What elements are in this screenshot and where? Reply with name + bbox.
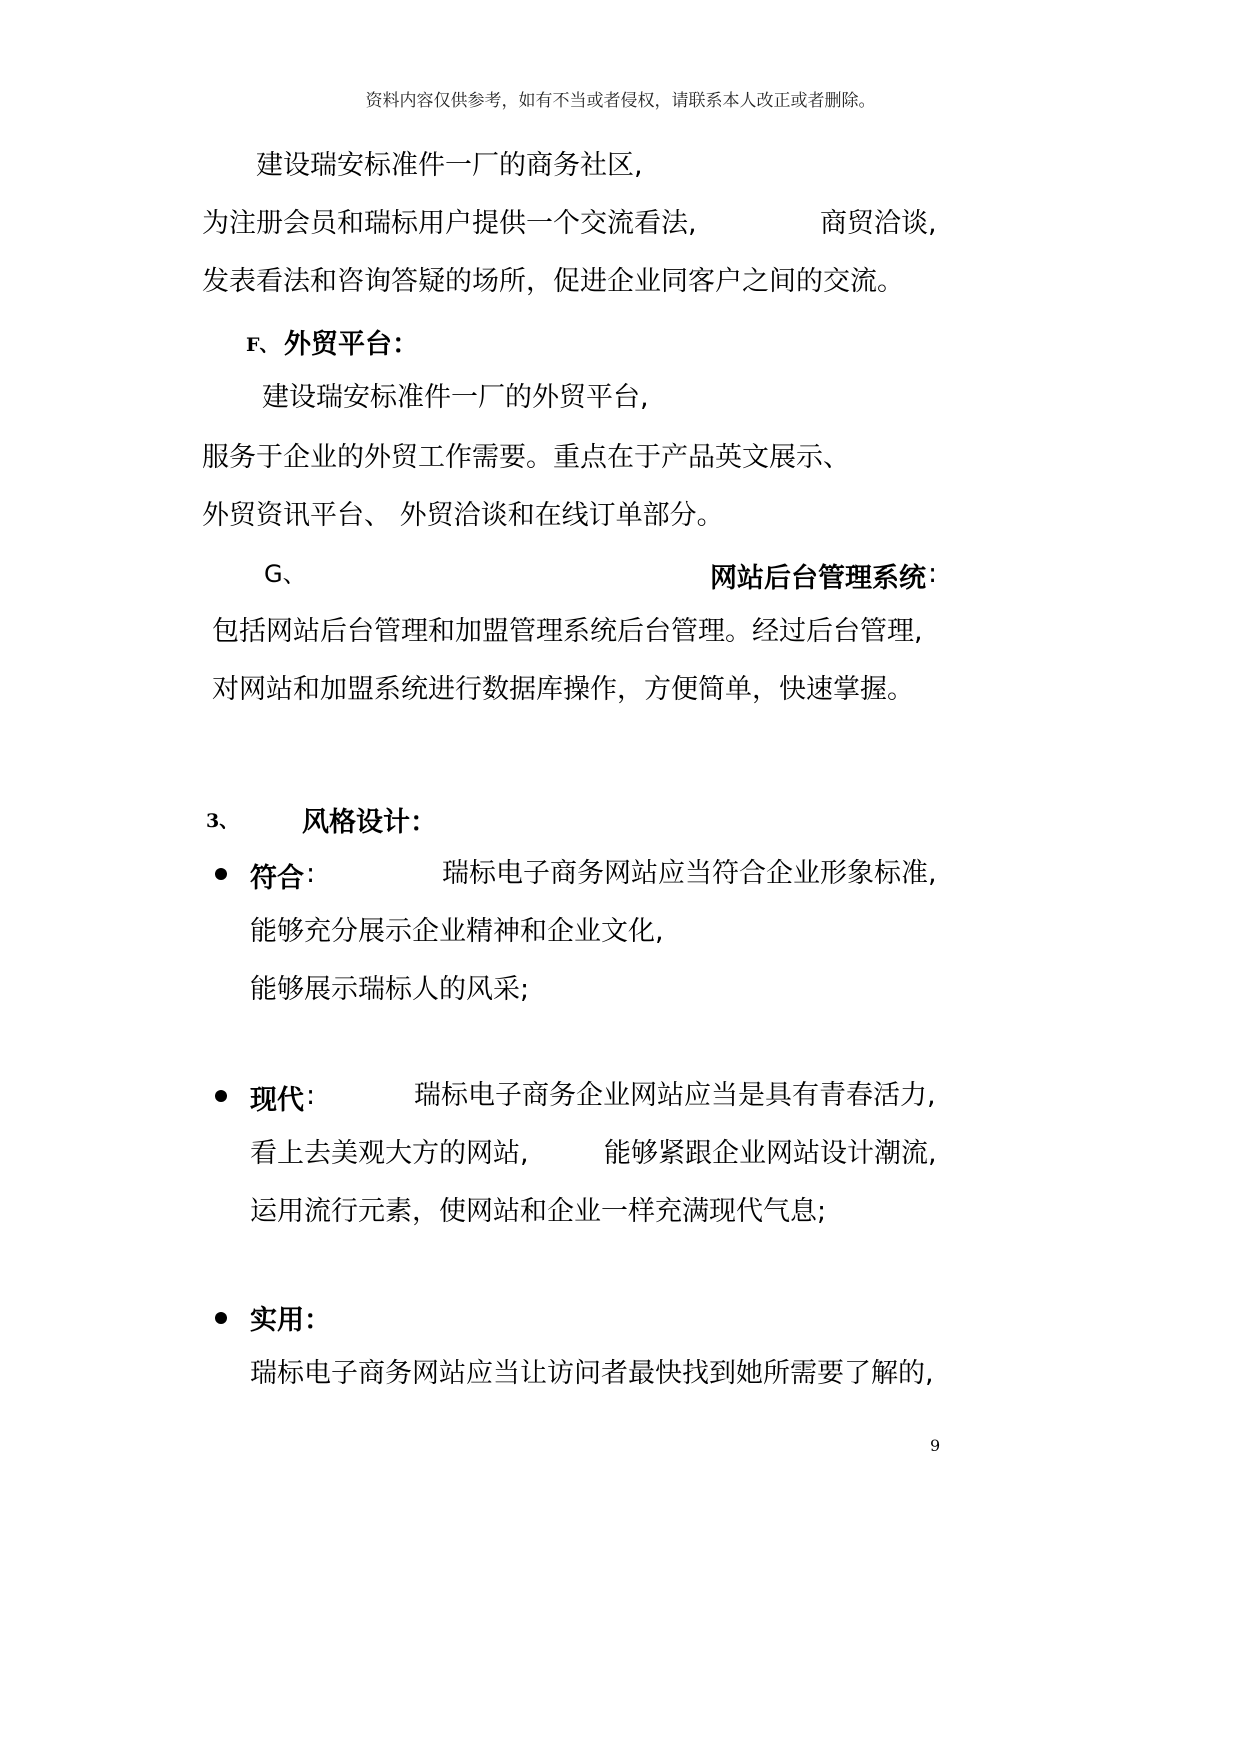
- bullet-line: 能够展示瑞标人的风采;: [250, 974, 530, 1005]
- section-f-label: F、: [246, 334, 279, 356]
- section-g-line-2: 对网站和加盟系统进行数据库操作，方便简单，快速掌握。: [212, 674, 914, 705]
- bullet-line: 瑞标电子商务网站应当让访问者最快找到她所需要了解的,: [250, 1358, 934, 1389]
- bullet-term: 现代: [250, 1085, 304, 1116]
- bullet-line: 瑞标电子商务网站应当符合企业形象标准,: [442, 858, 937, 889]
- bullet-line: 能够充分展示企业精神和企业文化,: [250, 916, 664, 947]
- bullet-line: 看上去美观大方的网站,: [250, 1138, 529, 1169]
- section-e-line-2a: 为注册会员和瑞标用户提供一个交流看法,: [202, 208, 697, 239]
- section-3-title: 风格设计：: [302, 807, 437, 838]
- section-g-colon: :: [928, 558, 938, 589]
- section-f-title: 外贸平台：: [284, 329, 419, 360]
- section-3-label: 3、: [206, 810, 239, 832]
- page-number: 9: [930, 1436, 941, 1455]
- section-f-line-3: 外贸资讯平台、 外贸洽谈和在线订单部分。: [202, 500, 724, 531]
- bullet-term: 符合: [250, 863, 304, 894]
- section-g-line-1: 包括网站后台管理和加盟管理系统后台管理。经过后台管理,: [212, 616, 923, 647]
- section-e-line-2b: 商贸洽谈,: [820, 208, 937, 239]
- bullet-dot: [215, 1312, 227, 1324]
- bullet-line: 运用流行元素，使网站和企业一样充满现代气息;: [250, 1196, 827, 1227]
- section-g-title: 网站后台管理系统: [710, 563, 926, 594]
- bullet-dot: [215, 1090, 227, 1102]
- section-f-line-1: 建设瑞安标准件一厂的外贸平台,: [262, 382, 649, 413]
- header-notice: 资料内容仅供参考，如有不当或者侵权，请联系本人改正或者删除。: [365, 91, 876, 111]
- bullet-line: 能够紧跟企业网站设计潮流,: [604, 1138, 937, 1169]
- section-e-line-1: 建设瑞安标准件一厂的商务社区,: [256, 150, 643, 181]
- section-f-line-2: 服务于企业的外贸工作需要。重点在于产品英文展示、: [202, 442, 850, 473]
- bullet-colon: :: [306, 858, 316, 889]
- bullet-dot: [215, 868, 227, 880]
- bullet-term: 实用：: [250, 1305, 331, 1336]
- bullet-line: 瑞标电子商务企业网站应当是具有青春活力,: [414, 1080, 936, 1111]
- section-e-line-3: 发表看法和咨询答疑的场所，促进企业同客户之间的交流。: [202, 266, 904, 297]
- section-g-label: G、: [264, 560, 307, 588]
- bullet-colon: :: [306, 1080, 316, 1111]
